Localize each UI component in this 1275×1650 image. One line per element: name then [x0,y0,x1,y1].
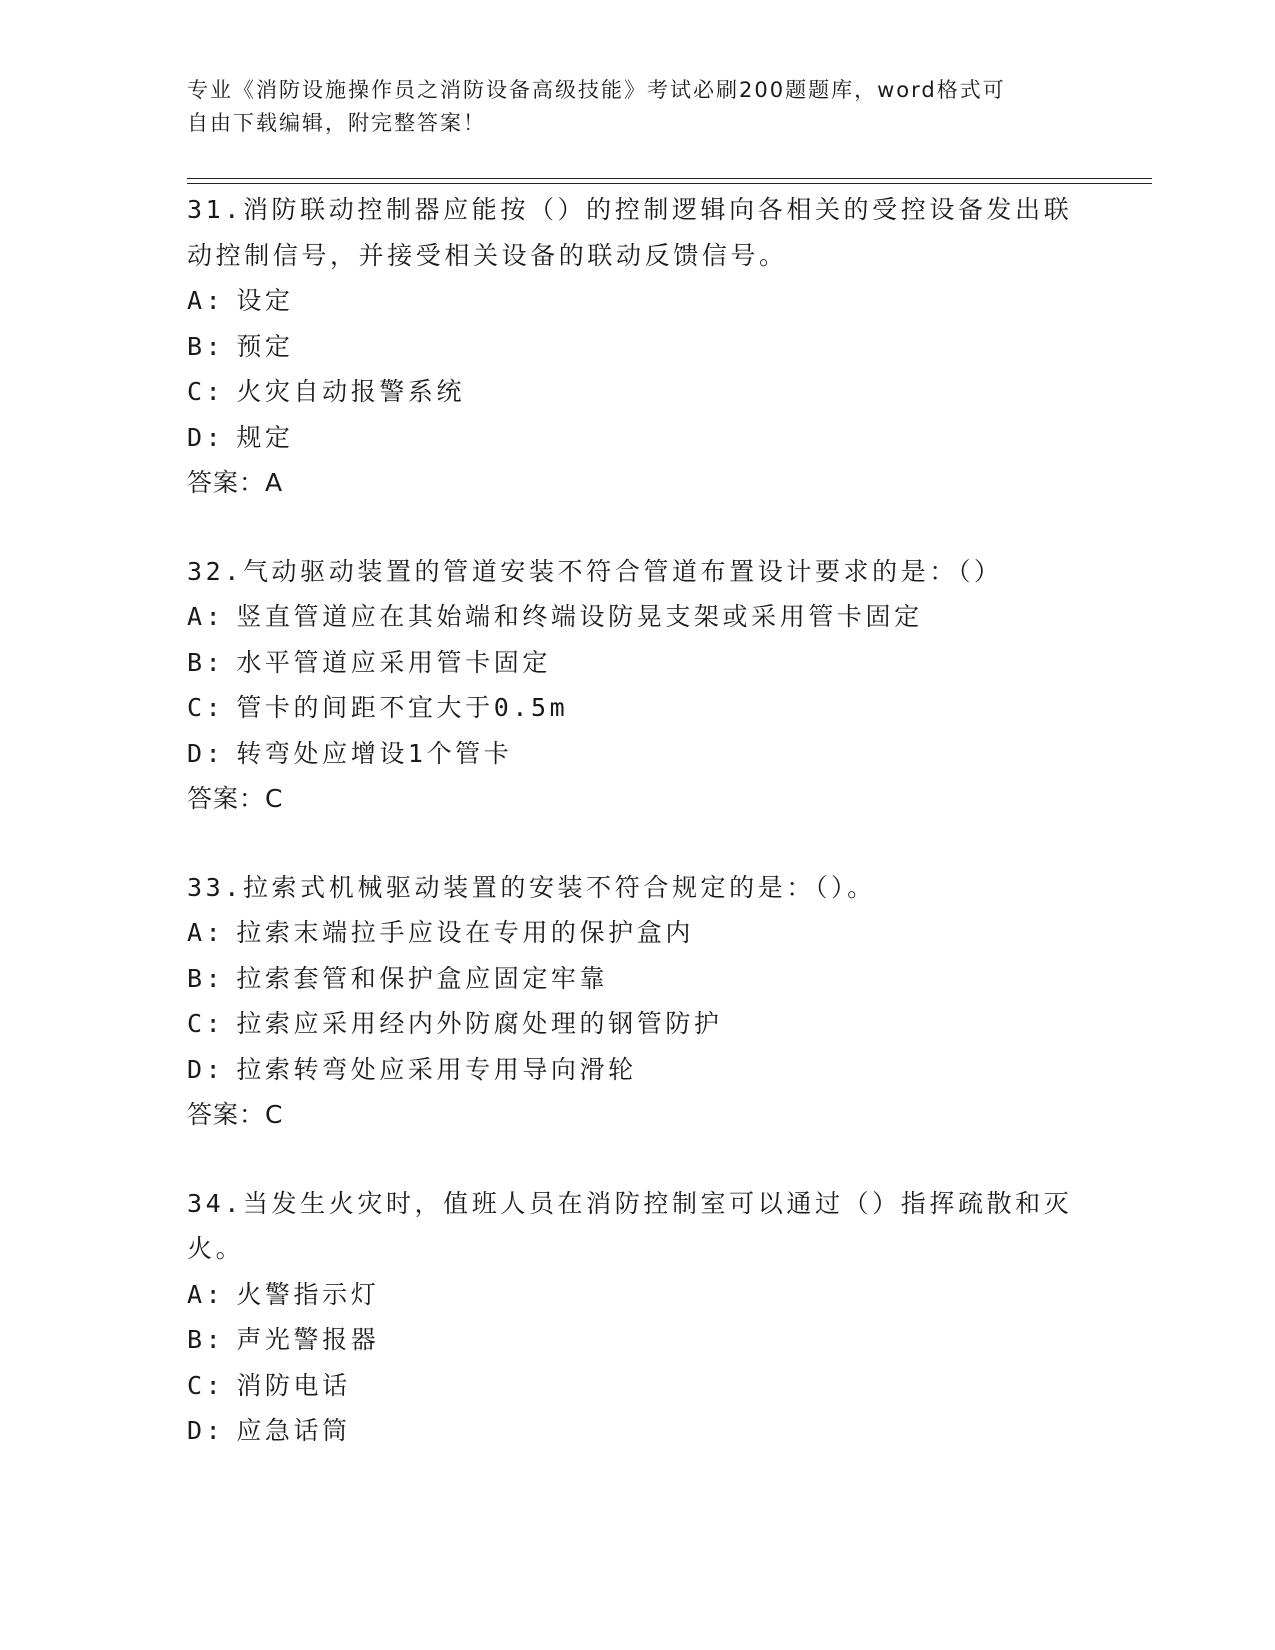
option-text: 管卡的间距不宜大于0.5m [236,693,569,722]
answer-option [187,731,1087,777]
option-text: 规定 [236,422,294,452]
answer-option [187,369,1087,415]
question-item [187,1181,1087,1454]
option-text: 声光警报器 [236,1325,380,1354]
answer-label: 答案： [187,1100,266,1129]
answer-option [187,956,1087,1002]
option-key: B: [187,963,225,993]
header-line: 自由下载编辑，附完整答案！ [187,111,486,135]
option-key: D: [187,422,225,452]
option-text: 消防电话 [236,1370,351,1400]
option-text: 竖直管道应在其始端和终端设防晃支架或采用管卡固定 [236,602,923,631]
option-key: D: [187,738,225,768]
option-key: C: [187,693,225,722]
header-divider [187,183,1152,184]
question-stem [187,1181,1087,1272]
option-key: D: [187,1416,225,1445]
answer-option [187,910,1087,956]
question-item [187,187,1087,506]
question-stem [187,187,1087,278]
answer-option [187,640,1087,686]
answer-label: 答案： [187,784,266,813]
answer-option [187,415,1087,461]
answer-value: C [265,1100,284,1129]
option-text: 火警指示灯 [236,1279,380,1309]
option-text: 火灾自动报警系统 [236,377,466,406]
question-stem-line: 34.当发生火灾时，值班人员在消防控制室可以通过（）指挥疏散和灭 [187,1188,1073,1218]
option-text: 转弯处应增设1个管卡 [236,738,513,768]
option-text: 拉索转弯处应采用专用导向滑轮 [236,1054,637,1084]
question-stem-line: 动控制信号，并接受相关设备的联动反馈信号。 [187,240,788,270]
question-stem-line: 火。 [187,1234,245,1263]
question-stem-line: 32.气动驱动装置的管道安装不符合管道布置设计要求的是：（） [187,556,1003,586]
answer-option [187,1363,1087,1409]
answer-option [187,324,1087,370]
option-text: 预定 [236,331,294,361]
option-key: A: [187,918,225,947]
option-text: 拉索套管和保护盒应固定牢靠 [236,963,609,993]
option-text: 拉索应采用经内外防腐处理的钢管防护 [236,1009,723,1038]
answer-line [187,460,1087,506]
option-text: 水平管道应采用管卡固定 [236,647,551,677]
answer-line [187,1092,1087,1138]
option-key: A: [187,1279,225,1309]
header-divider [187,178,1152,179]
option-key: A: [187,286,225,315]
question-stem-line: 33.拉索式机械驱动装置的安装不符合规定的是：（）。 [187,872,876,902]
answer-option [187,685,1087,731]
option-key: C: [187,377,225,406]
question-stem [187,865,1087,911]
option-key: B: [187,647,225,677]
document-header [187,74,1067,140]
option-key: C: [187,1009,225,1038]
answer-line [187,776,1087,822]
option-text: 设定 [236,286,294,315]
answer-option [187,1317,1087,1363]
question-item [187,549,1087,822]
option-key: A: [187,602,225,631]
option-key: C: [187,1370,225,1400]
question-stem-line: 31.消防联动控制器应能按（）的控制逻辑向各相关的受控设备发出联 [187,195,1073,224]
question-item [187,865,1087,1138]
answer-option [187,1272,1087,1318]
answer-value: A [265,468,284,497]
answer-option [187,594,1087,640]
answer-label: 答案： [187,468,266,497]
question-list [187,187,1087,1497]
option-key: B: [187,331,225,361]
option-key: D: [187,1054,225,1084]
header-line: 专业《消防设施操作员之消防设备高级技能》考试必刷200题题库，word格式可 [187,78,1006,102]
option-key: B: [187,1325,225,1354]
option-text: 拉索末端拉手应设在专用的保护盒内 [236,918,694,947]
answer-value: C [265,784,284,813]
answer-option [187,1408,1087,1454]
question-stem [187,549,1087,595]
answer-option [187,278,1087,324]
answer-option [187,1001,1087,1047]
answer-option [187,1047,1087,1093]
option-text: 应急话筒 [236,1416,351,1445]
